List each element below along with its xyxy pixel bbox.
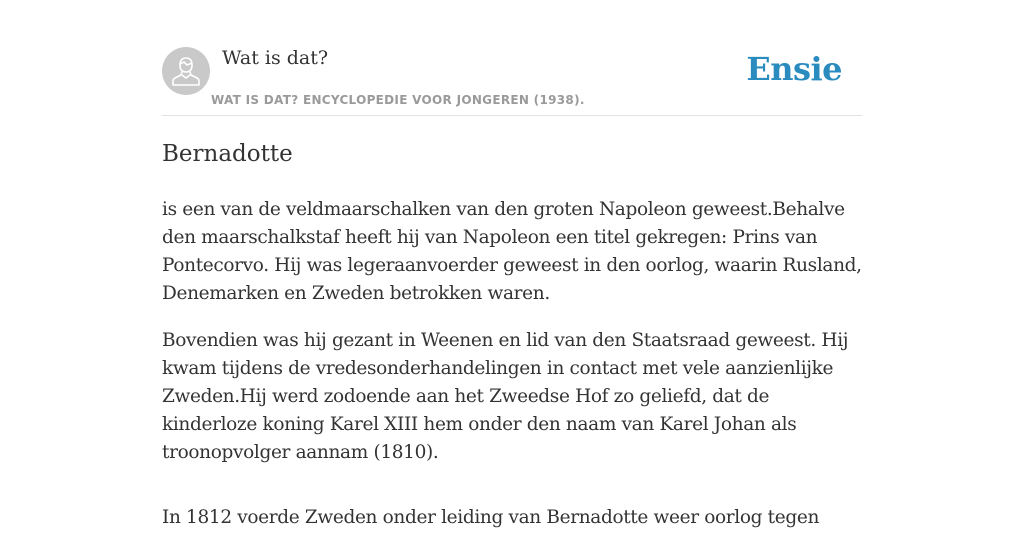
source-header xyxy=(162,0,862,116)
brand-logo[interactable]: Ensie xyxy=(746,50,842,88)
person-icon xyxy=(162,47,210,95)
page xyxy=(162,0,862,551)
source-title[interactable]: Wat is dat? xyxy=(222,47,329,69)
article-paragraph-1: is een van de veldmaarschalken van den groten Napoleon geweest.Behalve den maarschalkstaf heeft hij van Napoleon een titel gekregen: Prins van Pontecorvo. Hij was legeraanvoerder geweest in den oorlog, waarin Rusland, Denemarken en Zweden betrokken waren. xyxy=(162,199,862,304)
article xyxy=(162,116,862,532)
article-paragraph-3: In 1812 voerde Zweden onder leiding van Bernadotte weer oorlog tegen xyxy=(162,507,820,528)
article-paragraph-2: Bovendien was hij gezant in Weenen en lid van den Staatsraad geweest. Hij kwam tijdens de vredesonderhandelingen in contact met vele aanzienlijke Zweden.Hij werd zodoende aan het Zweedse Hof zo geliefd, dat de kinderloze koning Karel XIII hem onder den naam van Karel Johan als troonopvolger aannam (1810). xyxy=(162,330,849,463)
source-subtitle[interactable]: WAT IS DAT? ENCYCLOPEDIE VOOR JONGEREN (1938). xyxy=(211,93,585,107)
article-title: Bernadotte xyxy=(162,141,293,167)
user-avatar-icon[interactable] xyxy=(162,47,210,95)
